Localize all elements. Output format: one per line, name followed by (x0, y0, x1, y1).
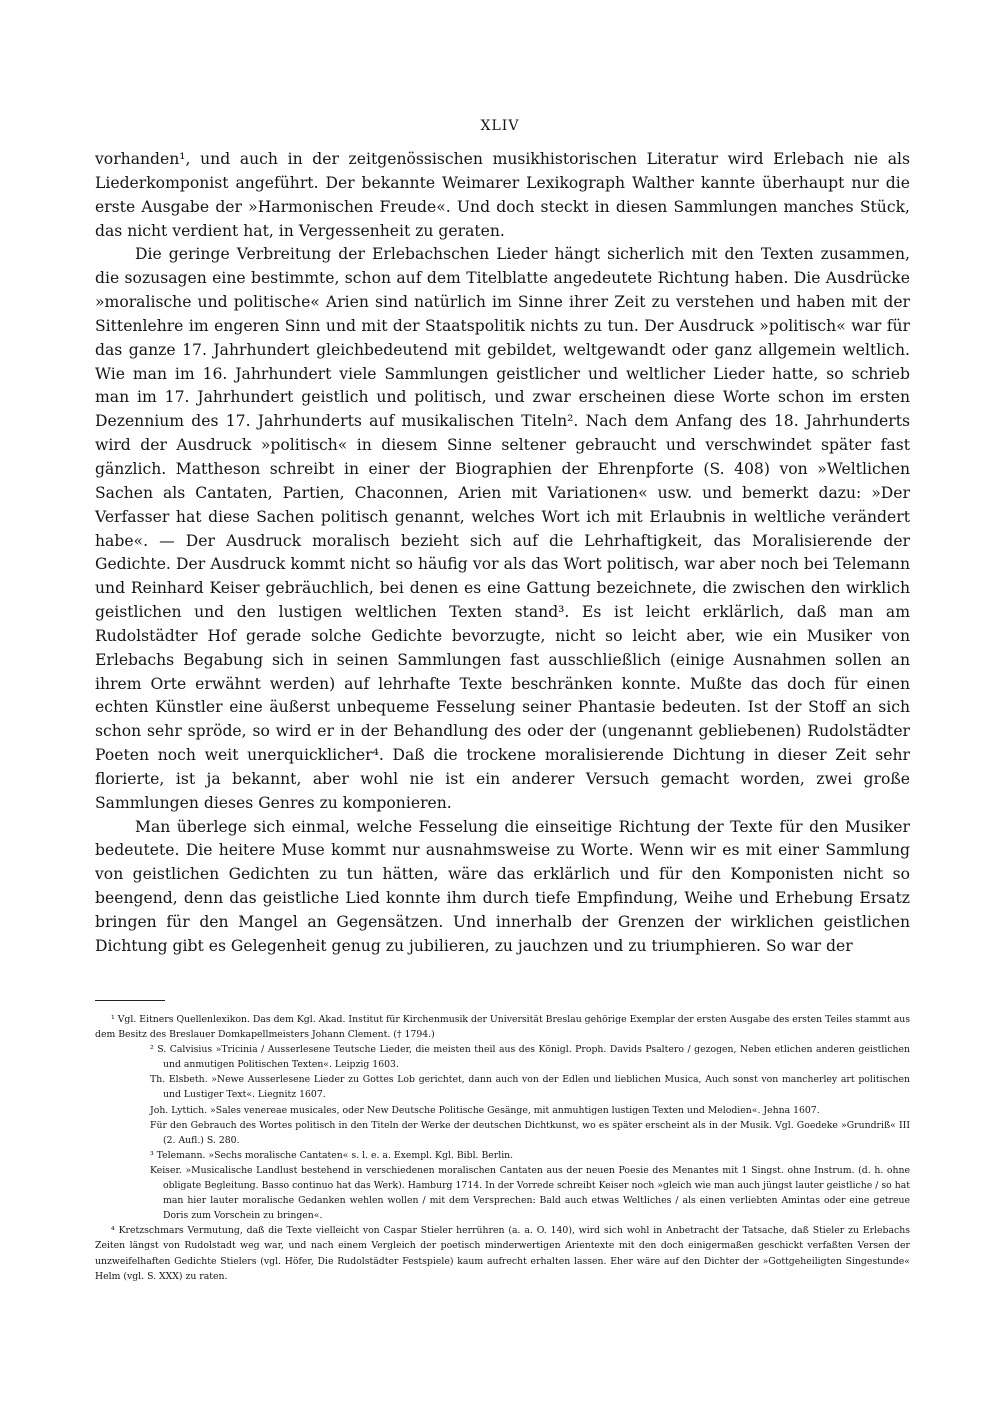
footnote-2-elsbeth: Th. Elsbeth. »Newe Ausserlesene Lieder zu Gottes Lob gerichtet, dann auch von der Edlen und lieblichen Musica, Auch sonst von mancherley art politischen und Lustiger Text«. Liegnitz 1607. (150, 1074, 910, 1101)
paragraph-1: vorhanden¹, und auch in der zeitgenössischen musikhistorischen Literatur wird Erlebach nie als Liederkomponist angeführt. Der bekannte Weimarer Lexikograph Walther kannte überhaupt nur die erste Ausgabe der »Harmonischen Freude«. Und doch steckt in diesen Sammlungen manches Stück, das nicht verdient hat, in Vergessenheit zu geraten. (95, 150, 910, 240)
footnote-2-lyttich: Joh. Lyttich. »Sales venereae musicales, oder New Deutsche Politische Gesänge, mit anmuhtigen lustigen Texten und Melodien«. Jehna 1607. (150, 1104, 820, 1116)
footnote-1: ¹ Vgl. Eitners Quellenlexikon. Das dem Kgl. Akad. Institut für Kirchenmusik der Universität Breslau gehörige Exemplar der ersten Ausgabe des ersten Teiles stammt aus dem Besitz des Breslauer Domkapellmeisters Johann Clement. († 1794.) (95, 1014, 910, 1041)
footnotes (95, 1012, 910, 1284)
footnote-3: ³ Telemann. »Sechs moralische Cantaten« s. l. e. a. Exempl. Kgl. Bibl. Berlin. (150, 1149, 514, 1161)
footnote-2-goedeke: Für den Gebrauch des Wortes politisch in den Titeln der Werke der deutschen Dichtkunst, wo es später erscheint als in der Musik. Vgl. Goedeke »Grundriß« III (2. Aufl.) S. 280. (150, 1119, 910, 1146)
paragraph-3: Man überlege sich einmal, welche Fesselung die einseitige Richtung der Texte für den Musiker bedeutete. Die heitere Muse kommt nur ausnahmsweise zu Worte. Wenn wir es mit einer Sammlung von geistlichen Gedichten zu tun hätten, wäre das erklärlich und für den Komponisten nicht so beengend, denn das geistliche Lied konnte ihm durch tiefe Empfindung, Weihe und Erhebung Ersatz bringen für den Mangel an Gegensätzen. Und innerhalb der Grenzen der wirklichen geistlichen Dichtung gibt es Gelegenheit genug zu jubilieren, zu jauchzen und zu triumphieren. So war der (95, 817, 910, 955)
footnote-4: ⁴ Kretzschmars Vermutung, daß die Texte vielleicht von Caspar Stieler herrühren (a. a. O. 140), wird sich wohl in Anbetracht der Tatsache, daß Stieler zu Erlebachs Zeiten längst von Rudolstadt weg war, und nach einem Vergleich der poetisch minderwertigen Arientexte mit den doch einigermaßen geschickt verfaßten Versen der unzweifelhaften Gedichte Stielers (vgl. Höfer, Die Rudolstädter Festspiele) kaum aufrecht erhalten lassen. Eher wäre auf den Dichter der »Gottgeheiligten Singestunde« Helm (vgl. S. XXX) zu raten. (95, 1225, 910, 1282)
footnote-divider (95, 1000, 165, 1001)
paragraph-2: Die geringe Verbreitung der Erlebachschen Lieder hängt sicherlich mit den Texten zusammen, die sozusagen eine bestimmte, schon auf dem Titelblatte angedeutete Richtung haben. Die Ausdrücke »moralische und politische« Arien sind natürlich im Sinne ihrer Zeit zu verstehen und haben mit der Sittenlehre im engeren Sinn und mit der Staatspolitik nichts zu tun. Der Ausdruck »politisch« war für das ganze 17. Jahrhundert gleichbedeutend mit gebildet, weltgewandt oder ganz allgemein weltlich. Wie man im 16. Jahrhundert viele Sammlungen geistlicher und weltlicher Lieder hatte, so schrieb man im 17. Jahrhundert geistlich und politisch, und zwar erscheinen diese Worte schon im ersten Dezennium des 17. Jahrhunderts auf musikalischen Titeln². Nach dem Anfang des 18. Jahrhunderts wird der Ausdruck »politisch« in diesem Sinne seltener gebraucht und verschwindet später fast gänzlich. Mattheson schreibt in einer der Biographien der Ehrenpforte (S. 408) von »Weltlichen Sachen als Cantaten, Partien, Chaconnen, Arien mit Variationen« usw. und bemerkt dazu: »Der Verfasser hat diese Sachen politisch genannt, welches Wort ich mit Erlaubnis in weltliche verändert habe«. — Der Ausdruck moralisch bezieht sich auf die Lehrhaftigkeit, das Moralisierende der Gedichte. Der Ausdruck kommt nicht so häufig vor als das Wort politisch, war aber noch bei Telemann und Reinhard Keiser gebräuchlich, bei denen es eine Gattung bezeichnete, die zwischen den wirklich geistlichen und den lustigen weltlichen Texten stand³. Es ist leicht erklärlich, daß man am Rudolstädter Hof gerade solche Gedichte bevorzugte, nicht so leicht aber, wie ein Musiker von Erlebachs Begabung sich in seinen Sammlungen fast ausschließlich (einige Ausnahmen sollen an ihrem Orte erwähnt werden) auf lehrhafte Texte beschränken konnte. Mußte das doch für einen echten Künstler eine äußerst unbequeme Fesselung seiner Phantasie bedeuten. Ist der Stoff an sich schon sehr spröde, so wird er in der Behandlung des oder der (ungenannt gebliebenen) Rudolstädter Poeten noch weit unerquicklicher⁴. Daß die trockene moralisierende Dichtung in dieser Zeit sehr florierte, ist ja bekannt, aber wohl nie ist ein anderer Versuch gemacht worden, zwei große Sammlungen dieses Genres zu komponieren. (95, 245, 910, 812)
footnote-3-keiser: Keiser. »Musicalische Landlust bestehend in verschiedenen moralischen Cantaten aus der neuen Poesie des Menantes mit 1 Singst. ohne Instrum. (d. h. ohne obligate Begleitung. Basso continuo hat das Werk). Hamburg 1714. In der Vorrede schreibt Keiser noch »gleich wie man auch jüngst lauter geistliche / so hat man hier lauter moralische Gedanken wehlen wollen / mit dem Versprechen: Bald auch etwas Weltliches / als einen verliebten Amintas oder eine getreue Doris zum Vorschein zu bringen«. (150, 1164, 910, 1222)
main-text (95, 148, 910, 959)
footnote-2: ² S. Calvisius »Tricinia / Ausserlesene Teutsche Lieder, die meisten theil aus des Königl. Proph. Davids Psaltero / gezogen, Neben etlichen anderen geistlichen und anmutigen Politischen Texten«. Leipzig 1603. (150, 1044, 910, 1071)
page-number: XLIV (480, 118, 520, 134)
